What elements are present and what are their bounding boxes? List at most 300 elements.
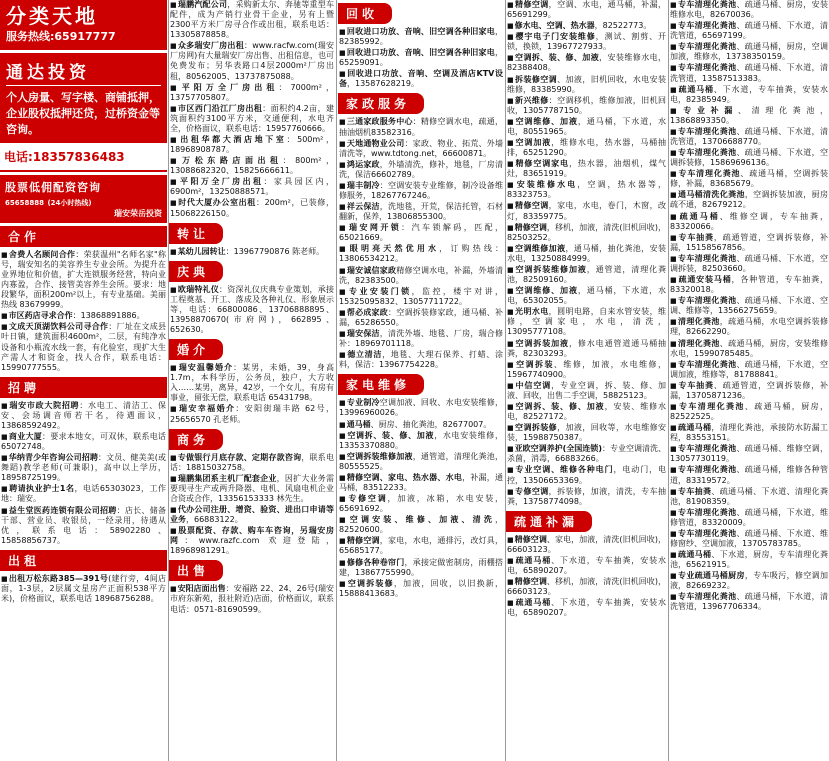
classified-ad-headline: 专车清理化粪池 [677, 126, 737, 136]
classified-ad-headline: 舍费人名顾问合作 [8, 249, 76, 259]
classified-ad [339, 139, 503, 159]
classified-ad [670, 550, 828, 570]
classified-ad-text: 、疏通马桶、维修空调，13057730119。 [670, 444, 828, 464]
list-jiadian [338, 398, 504, 598]
classified-ad-headline: 益生堂医药连锁有限公司招聘 [8, 505, 117, 515]
classified-ad-headline: 清理化粪池 [677, 338, 720, 348]
classified-ad-headline: 清理化粪池 [677, 317, 720, 327]
classified-ad-headline: 空调拆、装、修、加液 [515, 401, 605, 411]
section-header-qingdian: 庆典 [169, 261, 223, 282]
classified-ad [170, 135, 334, 155]
classified-ad-headline: 华纳青少年咨询公司招聘 [8, 453, 98, 463]
classified-ad-headline: 专车清理化粪池 [678, 169, 741, 179]
classified-ad [339, 494, 503, 514]
classified-ad-text: ，订购热线：13806534212。 [339, 244, 504, 264]
classified-ad-headline: 安装维修水电 [516, 180, 578, 190]
classified-ad [507, 180, 666, 200]
ad-stock-footer: 瑞安荣岳投资 [114, 208, 162, 218]
classified-ad [670, 127, 828, 147]
classified-ad [170, 404, 334, 424]
classified-ad-text: ：空调安装专业维修，制冷设备维修服务，18267767246。 [339, 180, 504, 201]
classified-ad-headline: 瑞安网开锁 [349, 223, 402, 233]
list-qingdian [169, 285, 335, 335]
list-zhuanrang [169, 247, 335, 257]
classified-ad-text: ：面积约4.2亩，建筑面积约3100平方米，交通便利，水电齐全，价格面议，联系电话：15957760666。 [170, 103, 334, 133]
classified-ad-headline: 专车清理化粪池 [677, 359, 737, 369]
classified-ad [670, 296, 828, 316]
classified-ad-text: 、维修空调，专车抽粪，83320066。 [670, 211, 828, 231]
classified-ad-text: ：汽车锁解码，匹配，65021669。 [339, 223, 503, 243]
classified-ad-headline: 商业大厦 [8, 431, 43, 441]
list-repair [506, 0, 667, 507]
masthead-banner [0, 0, 167, 50]
classified-ad-text: 、维修，加液，水电维修，15967740900。 [507, 359, 666, 379]
classified-ad-headline: 回收进口功放、音响、旧空调各种旧家电 [346, 48, 496, 58]
classified-ad-headline: 瑞鹏汽配公司 [177, 0, 228, 9]
classified-ad-headline: 瑞安保洁 [346, 329, 380, 339]
classified-ad-text: ：500m²，18968908787。 [170, 135, 334, 155]
list-shutong [506, 535, 667, 619]
classified-ad-text: 、疏通马桶、下水道，空调拆装，82503660。 [670, 253, 828, 273]
classified-ad [507, 598, 666, 618]
classified-ad [507, 75, 666, 95]
column-3 [338, 0, 504, 761]
classified-ad-headline: 回收进口功放、音响、旧空调各种旧家电 [346, 27, 496, 36]
classified-ad [507, 307, 666, 337]
masthead-hotline: 服务热线:65917777 [6, 30, 116, 43]
classified-ad-headline: 专车抽粪 [678, 380, 714, 390]
classified-ad [339, 27, 503, 47]
classified-ad-headline: 空调拆、装、修、加液 [515, 53, 600, 63]
classified-ad [339, 536, 503, 556]
classified-ad [670, 85, 828, 105]
classified-ad-text: ，通马桶，下水道，水电，65302055。 [507, 286, 667, 306]
classified-ad [1, 432, 166, 452]
classified-ad-text: ，加液，回收等，水电维修安装，15988750387。 [507, 423, 667, 443]
classified-ad-headline: 空调维修、加液 [515, 116, 578, 126]
classified-ad-text: 、疏通马桶，厨房，安装维修水电，15990785485。 [670, 338, 828, 358]
classified-ad-text: ：安福路 22、24、26号(瑞安市府东新苑，报社附近)店面，价格面议，联系电话：0571-81690599。 [170, 584, 335, 614]
classified-ad-text: ，空调拆装加液，厨房疏不通，82679212。 [670, 190, 828, 210]
classified-ad-text: 、下水道，厨房，专车清理化粪池，65621915。 [670, 550, 828, 570]
classified-ad-text: ，热水器，油烟机，煤气灶，83651919。 [507, 159, 667, 179]
classified-ad-headline: 专修空调 [515, 486, 549, 496]
classified-ad-text: ：13868891886。 [72, 311, 145, 321]
ad-stock-title: 股票低佣配资咨询 [5, 180, 101, 194]
classified-ad [170, 247, 334, 257]
classified-ad-headline: 专车清理化粪池 [677, 507, 737, 517]
classified-ad-headline: 疏通马桶 [677, 423, 712, 433]
classified-ad-headline: 专车清理化粪池 [677, 0, 737, 9]
classified-ad-headline: 精修空调 [346, 536, 380, 546]
classified-ad-text: ，加液，回收，以旧换新，15888413683。 [339, 578, 503, 598]
classified-ad [170, 104, 334, 134]
classified-ad-text: 、疏通马桶、下水道，清洗管道，13587513383。 [670, 63, 828, 83]
classified-ad-headline: 专车清理化粪池 [677, 528, 737, 538]
classified-ad [339, 398, 503, 418]
classified-ad-text: ，家电，水电，卷门，木窗，改灯，83359775。 [507, 201, 666, 221]
masthead-title: 分类天地 [6, 4, 98, 28]
classified-ad-text: ：200m²，已装修，15068226150。 [170, 198, 334, 218]
classified-ad [670, 339, 828, 359]
classified-ad [170, 584, 334, 614]
classified-ad-headline: 专业疏通马桶厨房 [677, 571, 745, 581]
classified-ad [339, 329, 503, 349]
classified-ad [670, 487, 828, 507]
classified-ad-text: ，移机，加液，清洗(旧机回收)，82503252。 [507, 222, 666, 242]
classified-ad-headline: 空调拆、装、修、加液 [347, 430, 435, 440]
classified-ad-headline: 专业补漏 [683, 105, 738, 115]
classified-ad-headline: 空调安装、维修、加液、清洗 [349, 515, 496, 525]
classified-ad [1, 401, 166, 431]
classified-ad-headline: 帮必成家政 [346, 307, 389, 317]
classified-ad-headline: 安阳店面出售 [177, 584, 226, 594]
classified-ad-headline: 专业制冷 [346, 398, 380, 408]
list-rental [169, 0, 335, 219]
classified-ad-headline: 专车清理化粪池 [679, 401, 745, 411]
classified-ad-text: ，空调，热水器等，83323753。 [507, 180, 667, 200]
classified-ad-text: 、疏通马桶，厨房，82522525。 [670, 401, 828, 422]
classified-ad [670, 275, 828, 295]
classified-ad-text: 、疏通马桶，厨房，空调加液，维修水，13738350159。 [670, 42, 828, 62]
classified-ad-headline: 专业安装门锁 [349, 286, 412, 296]
classified-ad-text: ，家电，水电，通排污，改灯具，65685177。 [339, 536, 504, 556]
classified-ad-text: ：家政、物业、拓荒、外墙清洗等，www.tdtong.net，66600871。 [339, 138, 504, 158]
classified-ad [670, 254, 828, 274]
classified-ad [670, 148, 828, 168]
classified-ad-text: ：水电工、清洁工、保安、会场调音师若干名，待遇面议，13868592492。 [1, 400, 166, 430]
classified-ad [170, 285, 334, 335]
classified-ad-text: ，清理化粪池，承接防水防漏工程，83553151。 [670, 423, 828, 443]
classified-ad [670, 423, 828, 443]
classified-ad-headline: 众多瑞安厂房出租 [177, 41, 244, 51]
classified-ad-text: 、疏通马桶，下水道，维修管道，83320009。 [670, 507, 828, 527]
ad-tongda-body: 个人房量、写字楼、商铺抵押，企业股权抵押还贷，过桥资金等咨询。 [6, 91, 160, 136]
classified-ad [339, 431, 503, 451]
classified-ad [339, 48, 503, 68]
classified-ad-headline: 专做银行月底存款、定期存款咨询 [177, 452, 302, 462]
section-header-chushou: 出售 [169, 560, 223, 581]
classified-ad [670, 508, 828, 528]
classified-ad-headline: 疏通马桶 [678, 84, 714, 94]
classified-ad [339, 308, 503, 328]
classified-ad [507, 201, 666, 221]
classified-ad-headline: 精修空调 [514, 222, 547, 232]
classified-ad-text: ：专业空调清洗、杀菌，消毒，66883266。 [507, 444, 667, 464]
classified-ad [507, 360, 666, 380]
classified-ad-headline: 瑞安幸福婚介 [179, 404, 236, 414]
classified-ad-text: ，电话65303023，工作地：瑞安。 [1, 484, 166, 504]
classified-ad [670, 381, 828, 401]
classified-ad [507, 117, 666, 137]
classified-ad [339, 117, 503, 137]
classified-ad [507, 53, 666, 73]
classified-ad [339, 420, 503, 430]
classified-ad-headline: 代办公司注册、增资、验资、进出口申请等业务 [170, 504, 335, 525]
classified-ad [507, 21, 666, 31]
classified-ad [1, 484, 166, 504]
classified-ad [670, 233, 828, 253]
classified-ad [670, 529, 828, 549]
classified-ad [507, 423, 666, 443]
classified-ad-text: ，82522773。 [594, 21, 652, 31]
classified-ad [170, 453, 334, 473]
classified-ad [670, 402, 828, 422]
list-hezuo [0, 250, 167, 373]
classified-ad-headline: 出租华都大酒店地下室 [180, 135, 287, 145]
list-hunjie [169, 363, 335, 424]
classified-ad-text: ，通马桶，下水道，水电，80551965。 [507, 116, 667, 136]
list-zhaopin [0, 401, 167, 546]
classified-ad-headline: 万松东路店面出租 [182, 156, 283, 166]
classified-ad-text: 、疏通马桶、厨房，安装维修水电，82670036。 [670, 0, 828, 20]
classified-ad [507, 244, 666, 264]
classified-ad-headline: 精修空调 [515, 201, 549, 211]
classified-ad-headline: 德立清洁 [347, 350, 383, 360]
classified-ad-text: ，安装、维修水电，82527172。 [507, 401, 667, 422]
classified-ad-headline: 专车抽粪 [677, 486, 712, 496]
classified-ad-text: ，各种管道，专车抽粪，83320018。 [670, 275, 829, 295]
section-header-hunjie: 婚介 [169, 339, 223, 360]
classified-ad-headline: 空调拆装 [516, 359, 554, 369]
classified-ad-text: ：厂址在文成县叶日镇，建筑面积4600m²，二层，有纯净水设备和小瓶流水线一套，有化验室，现扩大生产需人才和资金，找人合作，联系电话：15990777555。 [1, 322, 167, 372]
classified-ad-text: 、加液，旧机回收，水电安装维修，83385990。 [507, 74, 667, 94]
classified-ad-text: ，加液，冰箱，水电安装，65691692。 [339, 494, 503, 514]
classified-ad [507, 265, 666, 285]
classified-ad [339, 160, 503, 180]
classified-ad-headline: 专车清理化粪池 [677, 21, 737, 31]
classified-ad [507, 0, 666, 20]
classified-ad-text: ，洗地毯，开荒，保洁托管，石材翻新，保养，13806855300。 [339, 202, 504, 222]
classified-ad-headline: 专车抽粪 [678, 232, 714, 242]
classified-ad-text: 、疏通管道，空调拆装修，补漏，13705871236。 [670, 380, 829, 400]
classified-ad-headline: 鸿运家政 [346, 159, 380, 169]
classified-ad-headline: 平阳万全厂房出租 [180, 177, 264, 187]
classified-ad-text: 、疏通马桶，维修各种管道，83319572。 [670, 465, 828, 485]
classified-ad-headline: 文成天顶湖饮料公司寻合作 [8, 322, 109, 332]
classified-ad-text: ，修水电通管道通马桶抽粪，82303293。 [507, 338, 667, 358]
ad-stock [0, 175, 167, 223]
classified-ad-headline: 光明水电 [515, 307, 549, 317]
classified-ad-headline: 樱宇电子门安装维修 [515, 32, 596, 42]
classified-ad-text: ，采购新太尔、奔驰等重型车配件，成为产销行业骨干企业，另有上暨2300平方米厂房寻合作或出租，联系电话：13305878858。 [170, 0, 335, 40]
classified-ad-text: ：资深礼仪庆典专业策划，承接工程奠基、开工、落成及各种礼仪、形象展示等，电话：66800086、13706888895、13958870670(市府网)，662895、652630。 [170, 284, 335, 335]
classified-ad-headline: 出租万松东路385—391号 [8, 573, 109, 583]
section-header-hezuo: 合作 [0, 226, 167, 247]
classified-ad-text: ：要求本地女，可双休，联系电话 65072748。 [1, 431, 167, 452]
classified-ad [339, 473, 503, 493]
classified-ad [507, 138, 666, 158]
classified-ad-text: ，维修水电，热水器，马桶抽排，65251290。 [507, 138, 667, 158]
ad-tongda [0, 53, 167, 143]
classified-ad-text: ，65259091。 [339, 48, 504, 68]
classified-ad-text: ：7000m²，13757705807。 [170, 82, 335, 102]
classified-ad [670, 317, 828, 337]
classified-ad [670, 360, 828, 380]
classified-ad-headline: 瑞安市政大院招聘 [9, 400, 80, 410]
section-header-chuzu: 出租 [0, 550, 167, 571]
section-header-jiadian: 家电维修 [338, 374, 424, 395]
list-sewage [669, 0, 829, 613]
classified-ad-text: ，监控，楼宇对讲，15325095832、13057711722。 [339, 286, 504, 306]
classified-ad-text: ，82385992。 [339, 27, 504, 47]
classified-ad-text: ：www.racfw.com(瑞安厂房网)有大量瑞安厂房出售、出租信息，也可免费发布；另华表路口4层2000m²厂房出租，80562005、13737875088。 [170, 41, 334, 81]
classified-ad-text: ，因扩大业务需要现寻生产或两升降器、电机、风扇电机企业合资或合作，13356153333 林先生。 [170, 473, 335, 503]
classified-ad [1, 322, 166, 372]
classified-ad [170, 505, 334, 525]
section-header-zhuanrang: 转让 [169, 223, 223, 244]
classified-ad-text: ，66883122。 [186, 515, 243, 525]
classified-ad-text: ：荣获温州"名师名家"称号，瑞安知名的美容养生专业会所。为提升在业界地位和价值，扩大连锁服务经营，特向业内寡盈，合作、接管美容养生会所。要求：地段繁华，面积200m²以上，有专业基础。美丽热线 83679999。 [1, 249, 166, 310]
classified-ad-headline: 空调拆装修 [347, 578, 394, 588]
classified-ad-headline: 空调维修、加液 [515, 286, 578, 296]
classified-ad-headline: 疏通马桶 [515, 555, 552, 565]
list-chushou [169, 584, 335, 614]
classified-ad-headline: 精修空调家电 [515, 159, 569, 169]
classified-ad-headline: 市区药店寻求合作 [8, 311, 73, 321]
classified-ad-text: ，联系电话：18815032758。 [170, 452, 335, 472]
classified-ad-headline: 精修空调、家电、热水器、水电 [346, 472, 463, 482]
classified-ad-text: ：某男，未婚，39，身高1.7m，本科学历，公务员，独户，大方收入……某男，离异，42岁，一个女儿，有房有事业，留张无偿，联系电话 65431798。 [170, 363, 334, 403]
classified-ad-text: 、下水道，专车抽粪，安装水电，65890207。 [507, 555, 667, 575]
classified-ad-headline: 专车清理化粪池 [677, 592, 737, 602]
classified-ad [170, 198, 334, 218]
classified-ad-headline: 空调拆装维修加液 [346, 451, 413, 461]
classified-ad [1, 453, 166, 483]
classified-ad-text: ，82520600。 [339, 515, 504, 535]
classified-ad-text: ，通管道，清理化粪池，80555525。 [339, 451, 504, 471]
ad-stock-number: 65658888 (24小时热线) [5, 198, 92, 207]
classified-ad [670, 42, 828, 62]
classified-ad-text: ，安装维修水电，82388408。 [507, 53, 667, 73]
classified-ad-headline: 瑞丰制冷 [346, 180, 380, 190]
classified-ad-text: ，水电安装维修，13353370880。 [339, 430, 503, 450]
classified-ad [670, 169, 828, 189]
classified-ad [1, 250, 166, 310]
classified-ad [670, 0, 828, 20]
classified-ad [339, 181, 503, 201]
classified-ad-headline: 通马桶 [346, 419, 371, 429]
classified-ad-headline: 聘请执业护士1名 [9, 484, 75, 494]
classified-ad-headline: 瑞鹏集团系主机厂配套企业 [177, 473, 277, 483]
classified-ad-headline: 空调拆装加液 [515, 338, 569, 348]
classified-ad [670, 571, 828, 591]
ad-tongda-title: 通达投资 [6, 58, 161, 86]
classified-ad [507, 32, 666, 52]
column-1 [0, 0, 167, 761]
classified-ad-text: ，地毯、大理石保养、打蜡、涂料，保洁：13967754228。 [339, 350, 503, 370]
classified-ad [507, 402, 666, 422]
classified-ad-text: 、家电，加液，清洗(旧机回收)，66603123。 [507, 534, 666, 554]
classified-ad-headline: 空调拆装维修加液 [515, 264, 587, 274]
classified-ad-headline: 专车清理化粪池 [677, 148, 737, 158]
classified-ad-text: ：800m²，13088682320、15825666611。 [170, 156, 334, 176]
classified-ad-headline: 疏通马桶 [679, 211, 720, 221]
classified-ad [670, 190, 828, 210]
classified-ad-headline: 专业空调、维修各种电门 [515, 465, 614, 475]
classified-ad [170, 526, 334, 556]
ad-tongda-phone: 电话:18357836483 [0, 143, 167, 172]
classified-ad [670, 465, 828, 485]
classified-ad-text: ，拆装修，加液，清洗，专车抽粪，13758774098。 [507, 486, 666, 506]
list-jiazheng [338, 117, 504, 370]
classified-ad-text: ，外墙清洗，修补，地毯，厂房清洗，保洁66602789。 [339, 159, 504, 179]
section-header-shutong: 疏通补漏 [506, 511, 592, 532]
classified-ad [670, 106, 828, 126]
classified-ad-text: 、下水道，专车抽粪，安装水电，82385949。 [670, 84, 829, 104]
section-header-huishou: 回收 [338, 3, 392, 24]
classified-ad [1, 574, 166, 604]
classified-ad-text: ，圆明电路，自来水管安装，维修，空调家电，水电，清洗，13095777108。 [507, 307, 666, 337]
classified-ad-text: 、疏通马桶、下水道、清理化粪池，81908359。 [670, 486, 828, 506]
classified-ad-headline: 专车清理化粪池 [677, 296, 737, 306]
classified-ad [670, 592, 828, 612]
classified-ad-text: 、疏通马桶、下水道，清洗管道，13706688770。 [670, 126, 828, 147]
column-2 [169, 0, 335, 761]
column-5 [669, 0, 829, 761]
classified-ad-text: ，空调、水电，通马桶，补漏，65691299。 [507, 0, 666, 20]
classified-ad-text: ，测试、割剪、开锁，换锁，13967727933。 [507, 32, 667, 52]
classified-ad [170, 41, 334, 81]
classified-ad-headline: 拆装修空调 [515, 74, 558, 84]
classified-ad-headline: 专车清理化粪池 [677, 253, 737, 263]
classified-ad-headline: 股票配资、存款、购车车咨询，另瑞安房网 [170, 526, 334, 546]
classified-ad [507, 535, 666, 555]
section-header-jiazheng: 家政服务 [338, 93, 424, 114]
classified-ad [507, 556, 666, 576]
classified-ad [670, 63, 828, 83]
classified-ad-text: ，疏通马桶，水电空调拆装修理，82662290。 [670, 317, 828, 337]
classified-ad [339, 515, 503, 535]
classified-ad-text: ：精修空调水电，疏通，抽油烟机83582316。 [339, 117, 504, 137]
classified-ad [170, 363, 334, 403]
list-shangwu [169, 453, 335, 557]
classified-ad [339, 579, 503, 599]
column-4 [506, 0, 667, 761]
classified-ad [1, 506, 166, 546]
classified-ad-headline: 平阳万全厂房出租 [181, 82, 279, 92]
classified-ad-text: 、疏通马桶，空调拆装修，补漏，83685679。 [670, 169, 828, 189]
classified-ad [170, 0, 334, 40]
classified-ad [507, 465, 666, 485]
classified-ad [339, 287, 503, 307]
classified-ad [170, 156, 334, 176]
classified-ad [170, 474, 334, 504]
classified-ad-headline: 欧瑞特礼仪 [177, 284, 220, 294]
classified-ad-headline: 瑞安诚信家政 [346, 265, 397, 275]
classified-ad [339, 266, 503, 286]
classified-ad-text: (建行旁，4间店面，1-3层，2层属文星房产正面积538平方米)，价格面议，联系电话 18968756288。 [1, 573, 166, 603]
classified-ad-headline: 亚欧空调养护(全国连锁) [514, 444, 602, 454]
classified-ad [670, 444, 828, 464]
classified-ad-text: 、疏通马桶、下水道、空调、维修等，13566275659。 [670, 296, 828, 316]
classified-ad-headline: 天地通物业公司 [346, 138, 405, 148]
classified-ad-headline: 中信空调 [515, 380, 552, 390]
classified-ad-headline: 专车清理化粪池 [677, 465, 737, 475]
classified-ad-text: 、下水道，专车抽粪，安装水电，65890207。 [507, 598, 667, 618]
classified-ad-text: ，补漏，通马桶，83512233。 [339, 472, 504, 492]
classified-ad-headline: 专车清理化粪池 [677, 42, 737, 52]
classified-ad [507, 159, 666, 179]
classified-ad-text: ：家具园区内，6900m²，13250888571。 [170, 177, 335, 197]
classified-ad-headline: 修修各种卷帘门 [346, 557, 405, 567]
list-chuzu [0, 574, 167, 604]
classified-ad-headline: 祥云保洁 [346, 202, 380, 212]
classified-ad-headline: 精修空调 [514, 534, 547, 544]
classified-ad-headline: 眼明亮天然优用水 [349, 244, 440, 254]
classified-ad-text: ：空调移机，维修加液，旧机回收，13057787150。 [507, 95, 666, 115]
classified-ad-headline: 疏通安装马桶 [678, 275, 732, 285]
